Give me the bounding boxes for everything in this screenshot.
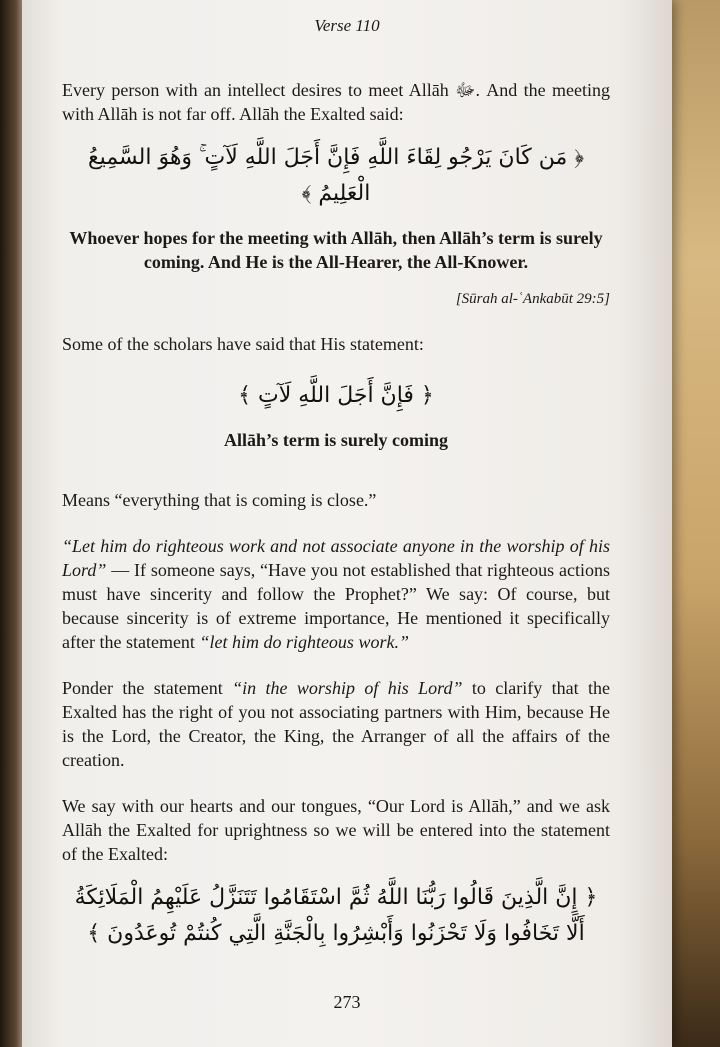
paragraph-our-lord: We say with our hearts and our tongues, “Our Lord is Allāh,” and we ask Allāh the Exalted for uprightness so we will be entered into the statement of the Exalted: <box>62 796 610 864</box>
quote-righteous-work: “Let him do righteous work and not associate anyone in the worship of his Lord” <box>62 536 610 580</box>
page-content <box>62 78 610 952</box>
text-sincerity: — If someone says, “Have you not established that righteous actions must have sincerity and follow the Prophet?” We say: Of course, but because sincerity is of extreme importance, He mentioned it specifically after the statement <box>62 560 610 652</box>
arabic-verse-ankabut: ﴿ مَن كَانَ يَرْجُو لِقَاءَ اللَّهِ فَإِنَّ أَجَلَ اللَّهِ لَآتٍ ۚ وَهُوَ السَّمِيعُ الْعَلِيمُ ﴾ <box>87 145 585 206</box>
arabic-verse-term: ﴿ فَإِنَّ أَجَلَ اللَّهِ لَآتٍ ﴾ <box>238 383 434 408</box>
paragraph-means: Means “everything that is coming is close.” <box>62 490 377 510</box>
translation-ankabut: Whoever hopes for the meeting with Allāh, then Allāh’s term is surely coming. And He is the All-Hearer, the All-Knower. <box>69 228 603 272</box>
quote-let-him: “let him do righteous work.” <box>199 632 409 652</box>
paragraph-righteous-work <box>62 534 610 654</box>
arabic-verse-angels: ﴿ إِنَّ الَّذِينَ قَالُوا رَبُّنَا اللَّهُ ثُمَّ اسْتَقَامُوا تَتَنَزَّلُ عَلَيْهِمُ الْمَلَائِكَةُ أَلَّا تَخَافُوا وَلَا تَحْزَنُوا وَأَبْشِرُوا بِالْجَنَّةِ الَّتِي كُنتُمْ تُوعَدُونَ ﴾ <box>74 885 598 946</box>
paragraph-intro: Every person with an intellect desires to meet Allāh ﷻ. And the meeting with Allāh is not far off. Allāh the Exalted said: <box>62 80 610 124</box>
text-ponder-main: to clarify that the Exalted has the right of you not associating partners with Him, because He is the Lord, the Creator, the King, the Arranger of all the affairs of the creation. <box>62 678 610 770</box>
translation-term: Allāh’s term is surely coming <box>224 430 448 450</box>
citation-ankabut: [Sūrah al-ʿAnkabūt 29:5] <box>455 291 610 307</box>
quote-worship-lord: “in the worship of his Lord” <box>232 678 463 698</box>
paragraph-scholars: Some of the scholars have said that His statement: <box>62 334 424 354</box>
text-ponder-lead: Ponder the statement <box>62 678 233 698</box>
book-page <box>22 0 672 1047</box>
running-head: Verse 110 <box>314 16 380 35</box>
page-number: 273 <box>333 992 361 1012</box>
paragraph-ponder <box>62 676 610 772</box>
